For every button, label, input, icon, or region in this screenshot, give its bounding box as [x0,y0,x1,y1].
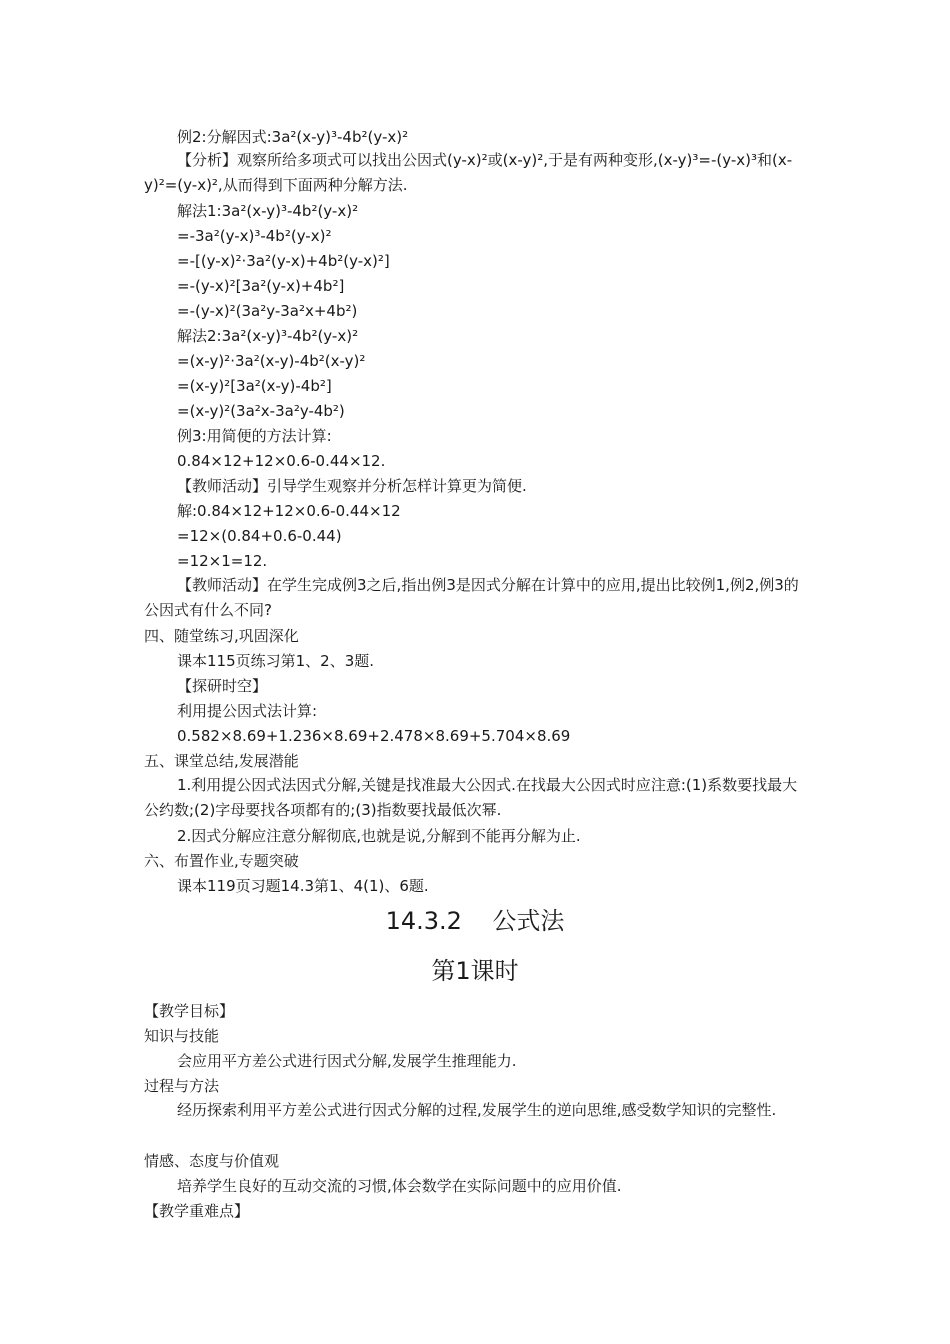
research-expression: 0.582×8.69+1.236×8.69+2.478×8.69+5.704×8.69 [177,727,571,745]
section-title: 14.3.2 公式法 [385,907,565,935]
solution-2-step-1: =(x-y)²·3a²(x-y)-4b²(x-y)² [177,352,366,370]
solution-1-title: 解法1:3a²(x-y)³-4b²(y-x)² [177,202,359,220]
knowledge-skills-text: 会应用平方差公式进行因式分解,发展学生推理能力. [177,1052,517,1070]
teaching-goals-label: 【教学目标】 [144,1002,235,1020]
example-3-expression: 0.84×12+12×0.6-0.44×12. [177,452,386,470]
solution-2-step-3: =(x-y)²(3a²x-3a²y-4b²) [177,402,345,420]
section-4-text: 课本115页练习第1、2、3题. [177,652,375,670]
knowledge-skills-label: 知识与技能 [144,1027,220,1045]
example-3-step-2: =12×1=12. [177,552,268,570]
summary-point-1: 1.利用提公因式法因式分解,关键是找准最大公因式.在找最大公因式时应注意:(1)系数要找最大公约数;(2)字母要找各项都有的;(3)指数要找最低次幂. [144,776,798,819]
solution-2-title: 解法2:3a²(x-y)³-4b²(y-x)² [177,327,359,345]
analysis-paragraph: 【分析】观察所给多项式可以找出公因式(y-x)²或(x-y)²,于是有两种变形,(x-y)³=-(y-x)³和(x-y)²=(y-x)²,从而得到下面两种分解方法. [144,151,793,194]
section-5-heading: 五、课堂总结,发展潜能 [144,752,299,770]
lesson-title: 第1课时 [431,957,519,985]
solution-1-step-4: =-(y-x)²(3a²y-3a²x+4b²) [177,302,358,320]
example-2-title: 例2:分解因式:3a²(x-y)³-4b²(y-x)² [177,128,409,146]
teacher-activity-1: 【教师活动】引导学生观察并分析怎样计算更为简便. [177,477,527,495]
process-method-text: 经历探索利用平方差公式进行因式分解的过程,发展学生的逆向思维,感受数学知识的完整性. [177,1101,777,1119]
process-method-label: 过程与方法 [144,1077,220,1095]
solution-2-step-2: =(x-y)²[3a²(x-y)-4b²] [177,377,332,395]
key-difficulties-label: 【教学重难点】 [144,1202,250,1220]
example-3-solution: 解:0.84×12+12×0.6-0.44×12 [177,502,401,520]
summary-point-2: 2.因式分解应注意分解彻底,也就是说,分解到不能再分解为止. [177,827,581,845]
teacher-activity-2: 【教师活动】在学生完成例3之后,指出例3是因式分解在计算中的应用,提出比较例1,例2,例3的公因式有什么不同? [144,576,799,619]
solution-1-step-1: =-3a²(y-x)³-4b²(y-x)² [177,227,332,245]
solution-1-step-2: =-[(y-x)²·3a²(y-x)+4b²(y-x)²] [177,252,390,270]
research-label: 【探研时空】 [177,677,268,695]
example-3-title: 例3:用简便的方法计算: [177,427,332,445]
attitude-values-label: 情感、态度与价值观 [144,1152,280,1170]
research-instruction: 利用提公因式法计算: [177,702,318,720]
section-6-heading: 六、布置作业,专题突破 [144,852,299,870]
section-4-heading: 四、随堂练习,巩固深化 [144,627,299,645]
homework-text: 课本119页习题14.3第1、4(1)、6题. [177,877,429,895]
example-3-step-1: =12×(0.84+0.6-0.44) [177,527,342,545]
attitude-values-text: 培养学生良好的互动交流的习惯,体会数学在实际问题中的应用价值. [177,1177,622,1195]
solution-1-step-3: =-(y-x)²[3a²(y-x)+4b²] [177,277,345,295]
